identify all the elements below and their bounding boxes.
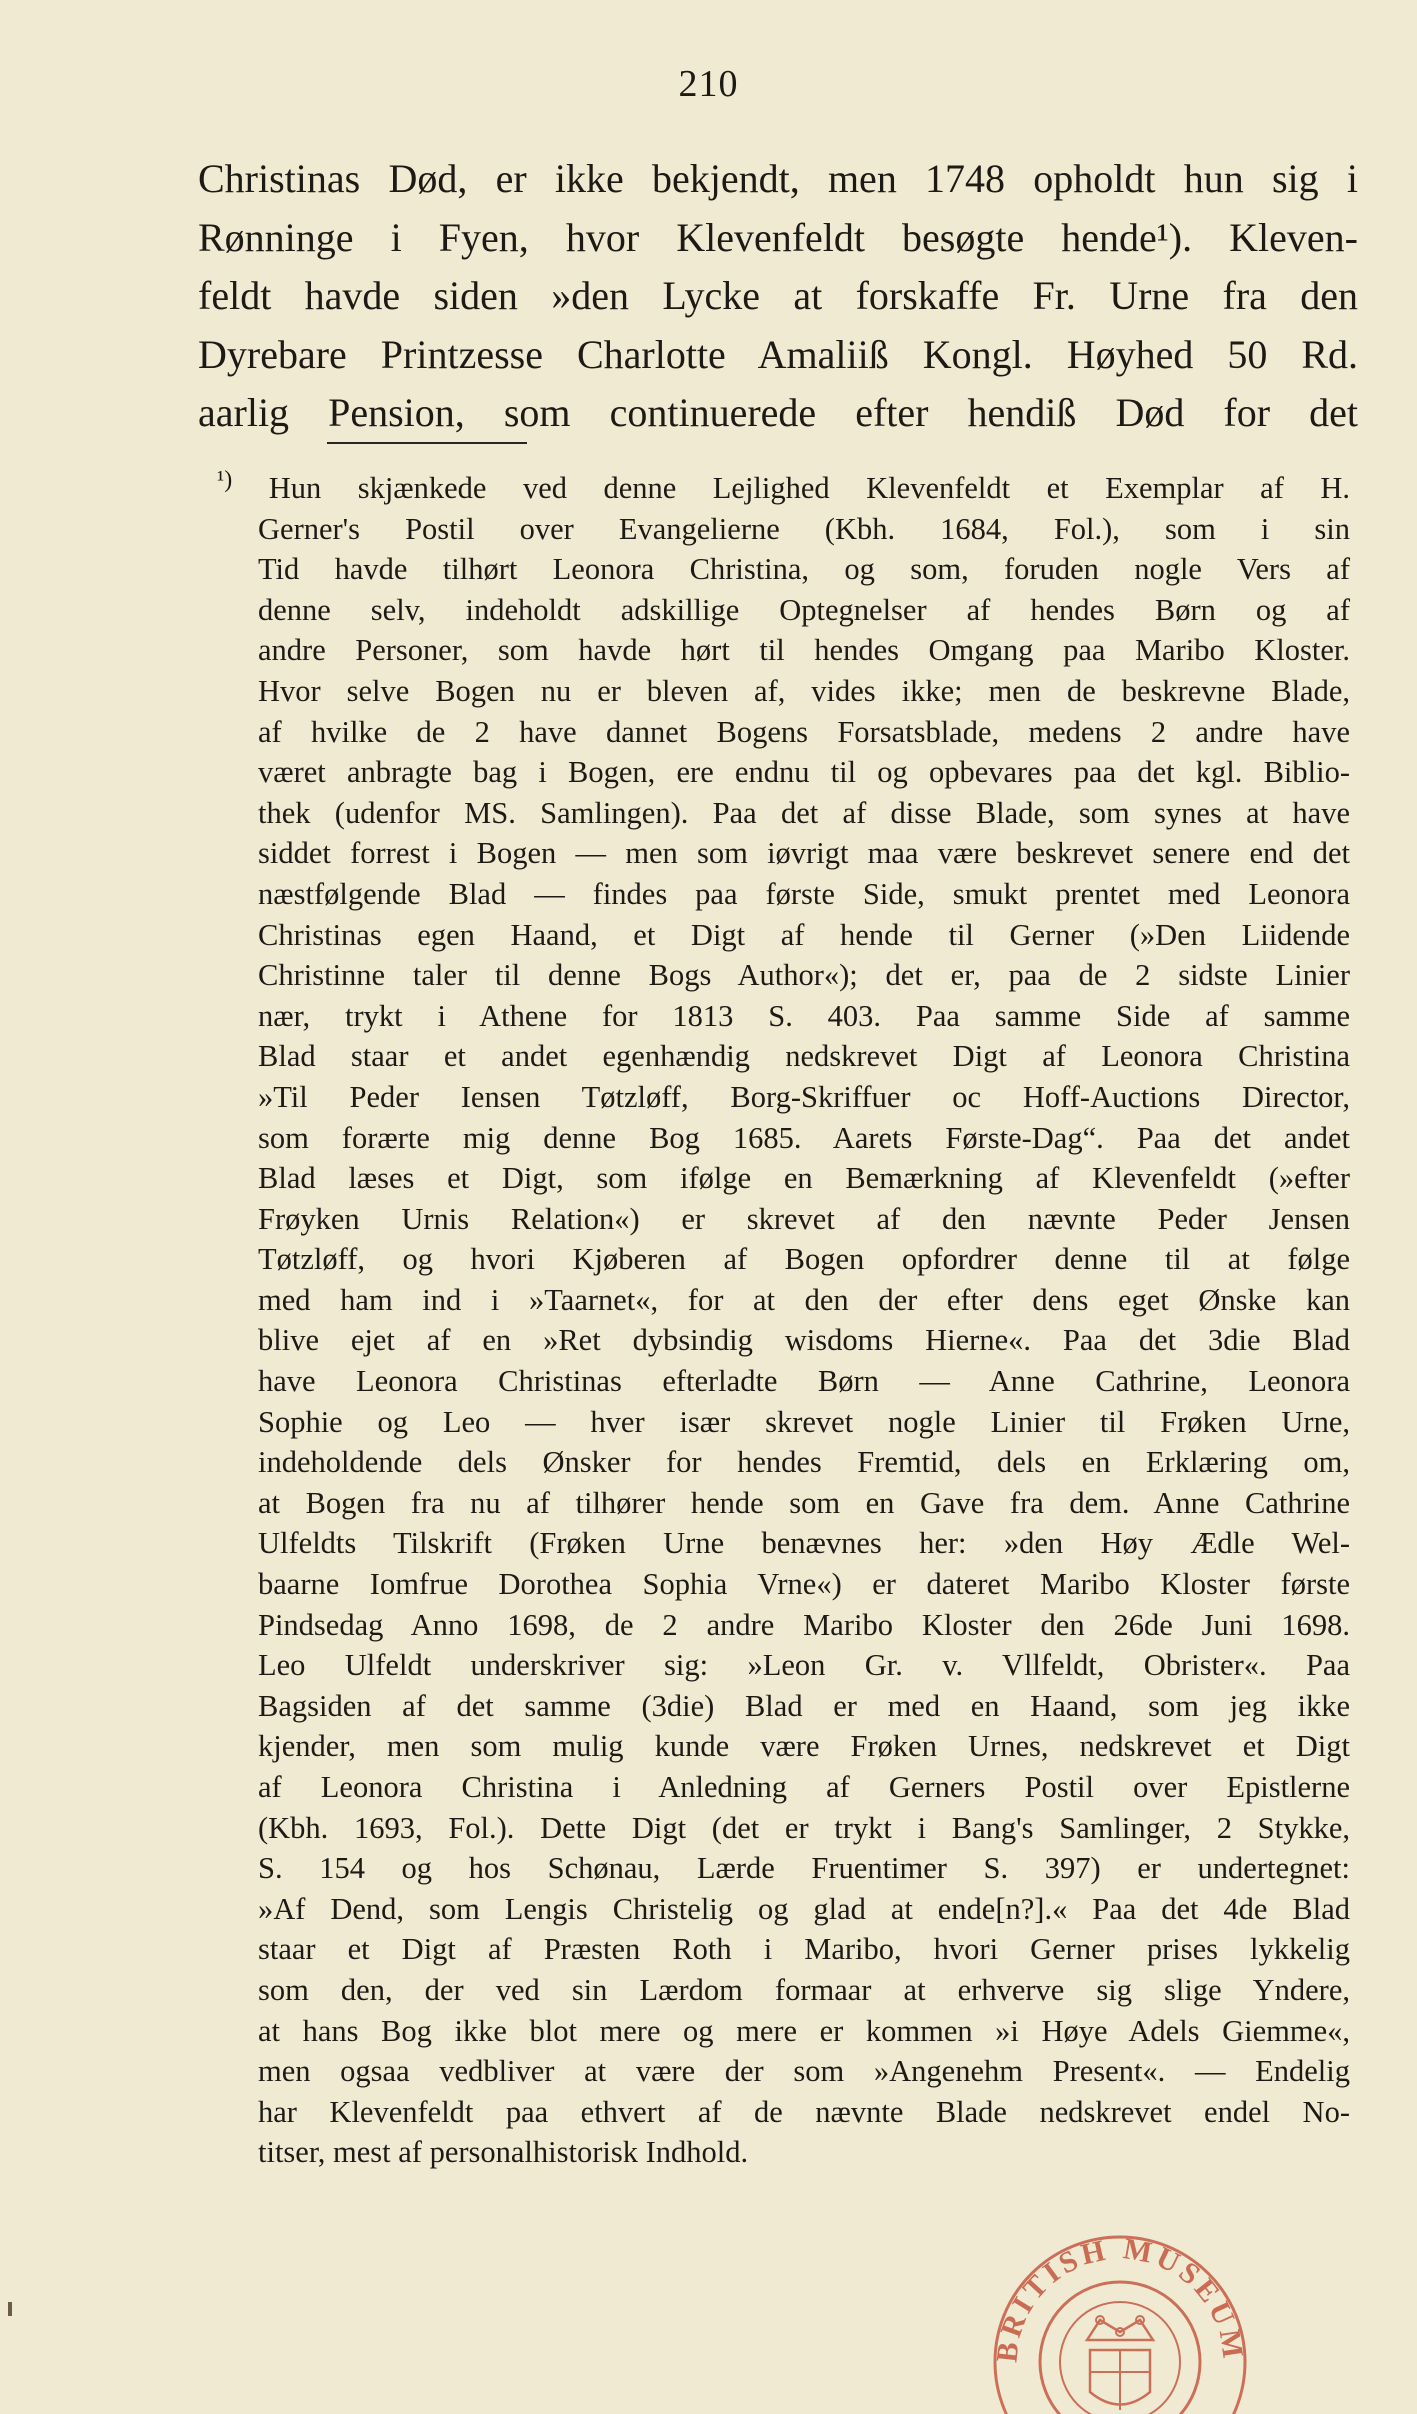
footnote-line	[217, 468, 1350, 509]
footnote-line: næstfølgende Blad — findes paa første Side, smukt prentet med Leonora	[258, 876, 1350, 911]
footnote-line: staar et Digt af Præsten Roth i Maribo, hvori Gerner prises lykkelig	[258, 1932, 1350, 1967]
library-stamp	[975, 2232, 1265, 2414]
footnote-line: Sophie og Leo — hver især skrevet nogle Linier til Frøken Urne,	[258, 1404, 1350, 1439]
main-text-line: Rønninge i Fyen, hvor Klevenfeldt besøgte hende¹). Kleven-	[198, 214, 1358, 260]
footnote-line: nær, trykt i Athene for 1813 S. 403. Paa samme Side af samme	[258, 998, 1350, 1033]
stamp-text: BRITISH MUSEUM	[990, 2232, 1250, 2365]
footnote-line: blive ejet af en »Ret dybsindig wisdoms Hierne«. Paa det 3die Blad	[258, 1323, 1350, 1358]
footnote-line: at Bogen fra nu af tilhører hende som en Gave fra dem. Anne Cathrine	[258, 1485, 1350, 1520]
footnote-line: at hans Bog ikke blot mere og mere er kommen »i Høye Adels Giemme«,	[258, 2013, 1350, 2048]
footnote-line: Leo Ulfeldt underskriver sig: »Leon Gr. v. Vllfeldt, Obrister«. Paa	[258, 1648, 1350, 1683]
margin-mark	[8, 2302, 12, 2316]
footnote-line: været anbragte bag i Bogen, ere endnu til og opbevares paa det kgl. Biblio-	[258, 755, 1350, 790]
footnote-line: »Til Peder Iensen Tøtzløff, Borg-Skriffuer oc Hoff-Auctions Director,	[258, 1079, 1350, 1114]
footnote-line: Blad staar et andet egenhændig nedskrevet Digt af Leonora Christina	[258, 1039, 1350, 1074]
main-text-line: Dyrebare Printzesse Charlotte Amaliiß Kongl. Høyhed 50 Rd.	[198, 331, 1358, 377]
main-text-line: feldt havde siden »den Lycke at forskaffe Fr. Urne fra den	[198, 273, 1358, 318]
main-text-line: aarlig Pension, som continuerede efter hendiß Død for det	[198, 390, 1358, 435]
main-text	[198, 150, 1358, 443]
footnote-line: Pindsedag Anno 1698, de 2 andre Maribo Kloster den 26de Juni 1698.	[258, 1607, 1350, 1642]
footnote-line: thek (udenfor MS. Samlingen). Paa det af disse Blade, som synes at have	[258, 795, 1350, 830]
footnote-line: som den, der ved sin Lærdom formaar at erhverve sig slige Yndere,	[258, 1972, 1350, 2007]
footnote-line: Ulfeldts Tilskrift (Frøken Urne benævnes her: »den Høy Ædle Wel-	[258, 1526, 1350, 1561]
stamp-seal-icon	[975, 2232, 1265, 2414]
footnote-separator	[327, 442, 527, 444]
footnote-line-text: Hun skjænkede ved denne Lejlighed Klevenfeldt et Exemplar af H.	[268, 471, 1350, 505]
footnote-line: Frøyken Urnis Relation«) er skrevet af den nævnte Peder Jensen	[258, 1201, 1350, 1236]
footnote-line: Christinas egen Haand, et Digt af hende til Gerner (»Den Liidende	[258, 917, 1350, 952]
footnote-line: denne selv, indeholdt adskillige Optegnelser af hendes Børn og af	[258, 592, 1350, 627]
footnote-line: have Leonora Christinas efterladte Børn — Anne Cathrine, Leonora	[258, 1364, 1350, 1399]
footnote-line: kjender, men som mulig kunde være Frøken Urnes, nedskrevet et Digt	[258, 1729, 1350, 1764]
svg-text:BRITISH MUSEUM	[990, 2232, 1250, 2364]
footnote-line: har Klevenfeldt paa ethvert af de nævnte Blade nedskrevet endel No-	[258, 2094, 1350, 2129]
footnote-line: som forærte mig denne Bog 1685. Aarets Første-Dag“. Paa det andet	[258, 1120, 1350, 1155]
footnote-line: andre Personer, som havde hørt til hendes Omgang paa Maribo Kloster.	[258, 633, 1350, 668]
footnote-line: men ogsaa vedbliver at være der som »Angenehm Present«. — Endelig	[258, 2054, 1350, 2089]
footnote-line: af hvilke de 2 have dannet Bogens Forsatsblade, medens 2 andre have	[258, 714, 1350, 749]
page-number: 210	[678, 63, 739, 105]
footnote-line: Christinne taler til denne Bogs Author«); det er, paa de 2 sidste Linier	[258, 958, 1350, 993]
footnote	[217, 466, 1350, 2173]
footnote-line: Bagsiden af det samme (3die) Blad er med en Haand, som jeg ikke	[258, 1688, 1350, 1723]
footnote-marker: ¹)	[217, 466, 233, 493]
footnote-line: indeholdende dels Ønsker for hendes Fremtid, dels en Erklæring om,	[258, 1445, 1350, 1480]
footnote-line: S. 154 og hos Schønau, Lærde Fruentimer S. 397) er undertegnet:	[258, 1851, 1350, 1886]
footnote-line: af Leonora Christina i Anledning af Gerners Postil over Epistlerne	[258, 1770, 1350, 1804]
footnote-line: Blad læses et Digt, som ifølge en Bemærkning af Klevenfeldt (»efter	[258, 1161, 1350, 1196]
footnote-line: titser, mest af personalhistorisk Indhold.	[258, 2135, 749, 2170]
footnote-line: Hvor selve Bogen nu er bleven af, vides ikke; men de beskrevne Blade,	[258, 673, 1350, 708]
footnote-line: Tøtzløff, og hvori Kjøberen af Bogen opfordrer denne til at følge	[258, 1242, 1350, 1277]
main-text-line: Christinas Død, er ikke bekjendt, men 1748 opholdt hun sig i	[198, 156, 1358, 201]
footnote-line: »Af Dend, som Lengis Christelig og glad at ende[n?].« Paa det 4de Blad	[258, 1891, 1350, 1926]
footnote-line: Gerner's Postil over Evangelierne (Kbh. 1684, Fol.), som i sin	[258, 511, 1350, 546]
footnote-line: med ham ind i »Taarnet«, for at den der efter dens eget Ønske kan	[258, 1282, 1350, 1317]
footnote-line: (Kbh. 1693, Fol.). Dette Digt (det er trykt i Bang's Samlinger, 2 Stykke,	[258, 1810, 1350, 1845]
footnote-line: siddet forrest i Bogen — men som iøvrigt maa være beskrevet senere end det	[258, 836, 1350, 871]
footnote-line: baarne Iomfrue Dorothea Sophia Vrne«) er dateret Maribo Kloster første	[258, 1567, 1350, 1602]
footnote-line: Tid havde tilhørt Leonora Christina, og som, foruden nogle Vers af	[258, 552, 1350, 587]
